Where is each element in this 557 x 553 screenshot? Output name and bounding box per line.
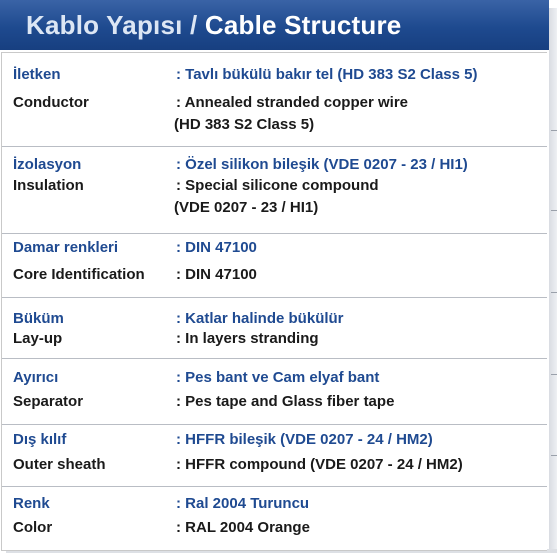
edge-tick	[551, 130, 557, 131]
edge-tick	[551, 455, 557, 456]
spec-label-turkish: Renk	[13, 495, 50, 512]
spec-label-turkish: İzolasyon	[13, 156, 82, 173]
title-english: Cable Structure	[204, 10, 402, 40]
spec-section-core-identification	[2, 233, 547, 298]
spec-value-english: : Special silicone compound	[176, 177, 379, 194]
spec-value-turkish: : Katlar halinde bükülür	[176, 310, 344, 327]
spec-label-english: Core Identification	[13, 266, 145, 283]
spec-value-turkish: : DIN 47100	[176, 239, 257, 256]
spec-section-conductor	[2, 54, 547, 147]
edge-tick	[551, 210, 557, 211]
edge-tick	[551, 292, 557, 293]
spec-value-english: : In layers stranding	[176, 330, 319, 347]
spec-value-english-continued: (VDE 0207 - 23 / HI1)	[174, 199, 319, 216]
spec-section-outer-sheath	[2, 424, 547, 487]
spec-section-insulation	[2, 146, 547, 234]
spec-value-turkish: : Özel silikon bileşik (VDE 0207 - 23 / HI1)	[176, 156, 468, 173]
title-separator: /	[189, 10, 198, 40]
spec-section-color	[2, 486, 547, 548]
spec-value-english: : Pes tape and Glass fiber tape	[176, 393, 395, 410]
spec-label-english: Insulation	[13, 177, 84, 194]
page-title	[0, 0, 549, 50]
edge-tick	[551, 374, 557, 375]
spec-value-english: : RAL 2004 Orange	[176, 519, 310, 536]
spec-label-turkish: İletken	[13, 66, 61, 83]
spec-label-english: Lay-up	[13, 330, 63, 347]
spec-label-english: Color	[13, 519, 53, 536]
spec-value-english: : HFFR compound (VDE 0207 - 24 / HM2)	[176, 456, 463, 473]
spec-label-english: Conductor	[13, 94, 89, 111]
spec-label-turkish: Damar renkleri	[13, 239, 119, 256]
spec-value-turkish: : HFFR bileşik (VDE 0207 - 24 / HM2)	[176, 431, 433, 448]
spec-label-english: Separator	[13, 393, 84, 410]
spec-label-turkish: Dış kılıf	[13, 431, 67, 448]
spec-value-english-continued: (HD 383 S2 Class 5)	[174, 116, 315, 133]
spec-label-turkish: Büküm	[13, 310, 64, 327]
spec-value-english: : DIN 47100	[176, 266, 257, 283]
title-turkish: Kablo Yapısı	[26, 10, 183, 40]
spec-value-turkish: : Pes bant ve Cam elyaf bant	[176, 369, 380, 386]
spec-section-separator	[2, 358, 547, 425]
spec-label-turkish: Ayırıcı	[13, 369, 59, 386]
panel-shadow-right	[549, 8, 557, 553]
spec-section-lay-up	[2, 297, 547, 359]
spec-value-turkish: : Tavlı bükülü bakır tel (HD 383 S2 Class 5)	[176, 66, 478, 83]
spec-value-english: : Annealed stranded copper wire	[176, 94, 408, 111]
spec-label-english: Outer sheath	[13, 456, 106, 473]
spec-value-turkish: : Ral 2004 Turuncu	[176, 495, 310, 512]
